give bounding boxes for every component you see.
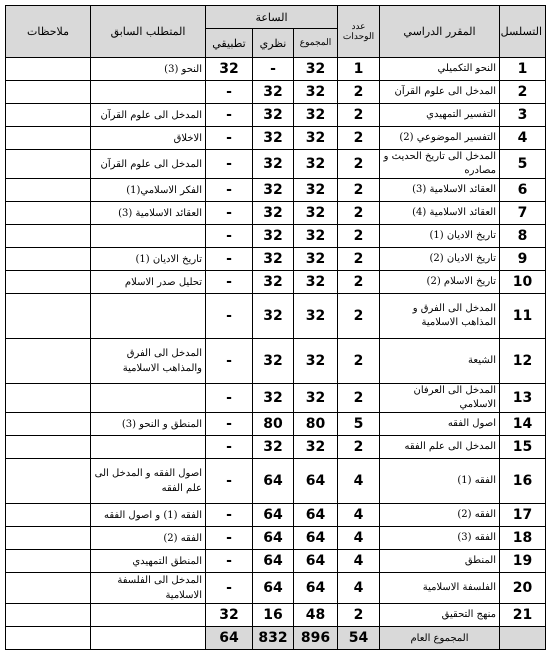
row-course: الفلسفة الاسلامية [380,573,500,604]
row-serial: 13 [500,384,546,413]
row-theory-hours: 32 [253,271,294,294]
totals-label: المجموع العام [380,627,500,650]
row-theory-hours: 64 [253,504,294,527]
row-units: 2 [338,150,380,179]
row-course: تاريخ الاديان (1) [380,225,500,248]
row-course: اصول الفقه [380,413,500,436]
table-row [6,294,546,339]
row-course: التفسير التمهيدي [380,104,500,127]
row-practical-hours: - [206,339,253,384]
curriculum-table [5,5,546,650]
row-prereq: تاريخ الاديان (1) [91,248,206,271]
row-total-hours: 32 [294,127,338,150]
table-row [6,150,546,179]
row-prereq: الاخلاق [91,127,206,150]
row-notes [6,459,91,504]
row-total-hours: 64 [294,550,338,573]
row-units: 2 [338,604,380,627]
row-course: المدخل الى علم الفقه [380,436,500,459]
row-practical-hours: - [206,127,253,150]
totals-units: 54 [338,627,380,650]
table-row [6,504,546,527]
table-row [6,550,546,573]
header-theory: نظري [253,29,294,58]
header-serial: التسلسل [500,6,546,58]
row-practical-hours: - [206,271,253,294]
row-course: الفقه (3) [380,527,500,550]
row-units: 4 [338,504,380,527]
row-units: 1 [338,58,380,81]
row-course: المدخل الى العرفان الاسلامي [380,384,500,413]
header-course: المقرر الدراسي [380,6,500,58]
row-theory-hours: 80 [253,413,294,436]
row-serial: 14 [500,413,546,436]
row-prereq: النحو (3) [91,58,206,81]
row-total-hours: 80 [294,413,338,436]
table-row [6,179,546,202]
row-prereq: المدخل الى علوم القرآن [91,104,206,127]
table-row [6,58,546,81]
table-row [6,527,546,550]
row-serial: 5 [500,150,546,179]
row-course: الفقه (1) [380,459,500,504]
table-row [6,127,546,150]
row-practical-hours: - [206,550,253,573]
row-theory-hours: 32 [253,294,294,339]
row-course: العقائد الاسلامية (4) [380,202,500,225]
row-notes [6,436,91,459]
row-total-hours: 32 [294,225,338,248]
row-theory-hours: - [253,58,294,81]
row-theory-hours: 32 [253,225,294,248]
header-notes: ملاحظات [6,6,91,58]
table-row [6,436,546,459]
row-theory-hours: 32 [253,81,294,104]
row-prereq: الفقه (1) و اصول الفقه [91,504,206,527]
row-theory-hours: 32 [253,339,294,384]
row-total-hours: 32 [294,58,338,81]
row-notes [6,294,91,339]
row-units: 2 [338,436,380,459]
row-serial: 8 [500,225,546,248]
row-prereq: المنطق و النحو (3) [91,413,206,436]
row-course: المدخل الى علوم القرآن [380,81,500,104]
row-theory-hours: 32 [253,248,294,271]
row-units: 2 [338,294,380,339]
row-theory-hours: 32 [253,202,294,225]
row-course: النحو التكميلي [380,58,500,81]
row-units: 2 [338,127,380,150]
row-notes [6,339,91,384]
row-units: 2 [338,384,380,413]
row-theory-hours: 32 [253,150,294,179]
row-units: 4 [338,573,380,604]
row-total-hours: 32 [294,339,338,384]
row-notes [6,202,91,225]
row-prereq [91,294,206,339]
row-units: 4 [338,527,380,550]
row-course: منهج التحقيق [380,604,500,627]
row-prereq: العقائد الاسلامية (3) [91,202,206,225]
row-units: 5 [338,413,380,436]
row-theory-hours: 64 [253,527,294,550]
row-notes [6,504,91,527]
row-course: المنطق [380,550,500,573]
row-notes [6,179,91,202]
row-prereq: الفكر الاسلامي(1) [91,179,206,202]
row-prereq: المدخل الى الفرق والمذاهب الاسلامية [91,339,206,384]
row-practical-hours: - [206,504,253,527]
row-total-hours: 64 [294,459,338,504]
totals-prereq [91,627,206,650]
row-notes [6,271,91,294]
row-theory-hours: 64 [253,550,294,573]
row-total-hours: 32 [294,150,338,179]
header-total: المجموع [294,29,338,58]
row-notes [6,127,91,150]
row-prereq: تحليل صدر الاسلام [91,271,206,294]
row-total-hours: 64 [294,504,338,527]
row-notes [6,104,91,127]
row-theory-hours: 32 [253,127,294,150]
row-theory-hours: 32 [253,104,294,127]
row-notes [6,550,91,573]
row-practical-hours: - [206,413,253,436]
row-serial: 10 [500,271,546,294]
row-practical-hours: 32 [206,604,253,627]
row-theory-hours: 32 [253,384,294,413]
row-practical-hours: - [206,150,253,179]
totals-theory: 832 [253,627,294,650]
row-serial: 17 [500,504,546,527]
totals-row [6,627,546,650]
row-practical-hours: - [206,573,253,604]
table-row [6,413,546,436]
header-units: عدد الوحدات [338,6,380,58]
row-total-hours: 32 [294,271,338,294]
row-serial: 1 [500,58,546,81]
row-notes [6,58,91,81]
row-prereq [91,81,206,104]
header-row [6,6,546,29]
curriculum-table-wrapper [5,5,545,650]
row-prereq: اصول الفقه و المدخل الى علم الفقه [91,459,206,504]
row-prereq [91,436,206,459]
row-course: تاريخ الاسلام (2) [380,271,500,294]
row-notes [6,527,91,550]
row-serial: 18 [500,527,546,550]
row-serial: 15 [500,436,546,459]
row-notes [6,225,91,248]
row-prereq: المنطق التمهيدي [91,550,206,573]
row-notes [6,150,91,179]
row-units: 2 [338,225,380,248]
row-notes [6,604,91,627]
row-practical-hours: - [206,225,253,248]
totals-notes [6,627,91,650]
table-row [6,248,546,271]
row-total-hours: 32 [294,436,338,459]
header-prereq: المتطلب السابق [91,6,206,58]
row-total-hours: 64 [294,573,338,604]
header-hours: الساعة [206,6,338,29]
row-prereq: المدخل الى علوم القرآن [91,150,206,179]
row-practical-hours: 32 [206,58,253,81]
row-units: 2 [338,271,380,294]
table-row [6,384,546,413]
row-prereq [91,384,206,413]
row-serial: 9 [500,248,546,271]
table-row [6,573,546,604]
row-total-hours: 32 [294,384,338,413]
totals-serial [500,627,546,650]
row-practical-hours: - [206,179,253,202]
row-prereq: المدخل الى الفلسفة الاسلامية [91,573,206,604]
row-prereq [91,604,206,627]
row-total-hours: 64 [294,527,338,550]
row-practical-hours: - [206,202,253,225]
row-notes [6,413,91,436]
row-notes [6,384,91,413]
row-units: 2 [338,248,380,271]
row-units: 2 [338,179,380,202]
row-course: المدخل الى الفرق و المذاهب الاسلامية [380,294,500,339]
row-total-hours: 32 [294,202,338,225]
row-course: تاريخ الاديان (2) [380,248,500,271]
row-theory-hours: 64 [253,573,294,604]
row-practical-hours: - [206,81,253,104]
totals-total: 896 [294,627,338,650]
row-serial: 7 [500,202,546,225]
row-practical-hours: - [206,248,253,271]
row-serial: 21 [500,604,546,627]
table-row [6,81,546,104]
row-course: الشيعة [380,339,500,384]
row-serial: 2 [500,81,546,104]
row-course: الفقه (2) [380,504,500,527]
table-row [6,225,546,248]
table-row [6,202,546,225]
row-total-hours: 48 [294,604,338,627]
row-practical-hours: - [206,459,253,504]
row-serial: 19 [500,550,546,573]
row-serial: 4 [500,127,546,150]
row-theory-hours: 32 [253,436,294,459]
row-serial: 20 [500,573,546,604]
row-practical-hours: - [206,436,253,459]
row-notes [6,248,91,271]
row-units: 4 [338,459,380,504]
row-notes [6,573,91,604]
table-row [6,339,546,384]
header-practical: تطبيقي [206,29,253,58]
row-units: 2 [338,339,380,384]
row-total-hours: 32 [294,294,338,339]
row-total-hours: 32 [294,104,338,127]
row-serial: 6 [500,179,546,202]
row-serial: 3 [500,104,546,127]
row-course: المدخل الى تاريخ الحديث و مصادره [380,150,500,179]
row-notes [6,81,91,104]
table-row [6,604,546,627]
row-serial: 16 [500,459,546,504]
row-practical-hours: - [206,104,253,127]
row-serial: 12 [500,339,546,384]
table-row [6,104,546,127]
row-total-hours: 32 [294,179,338,202]
row-theory-hours: 16 [253,604,294,627]
table-body [6,58,546,627]
row-total-hours: 32 [294,81,338,104]
row-units: 2 [338,81,380,104]
row-course: التفسير الموضوعي (2) [380,127,500,150]
row-total-hours: 32 [294,248,338,271]
row-practical-hours: - [206,527,253,550]
row-theory-hours: 32 [253,179,294,202]
row-course: العقائد الاسلامية (3) [380,179,500,202]
row-practical-hours: - [206,294,253,339]
totals-practical: 64 [206,627,253,650]
row-prereq [91,225,206,248]
row-units: 2 [338,202,380,225]
row-units: 4 [338,550,380,573]
table-row [6,271,546,294]
row-practical-hours: - [206,384,253,413]
row-serial: 11 [500,294,546,339]
row-prereq: الفقه (2) [91,527,206,550]
table-row [6,459,546,504]
row-theory-hours: 64 [253,459,294,504]
row-units: 2 [338,104,380,127]
